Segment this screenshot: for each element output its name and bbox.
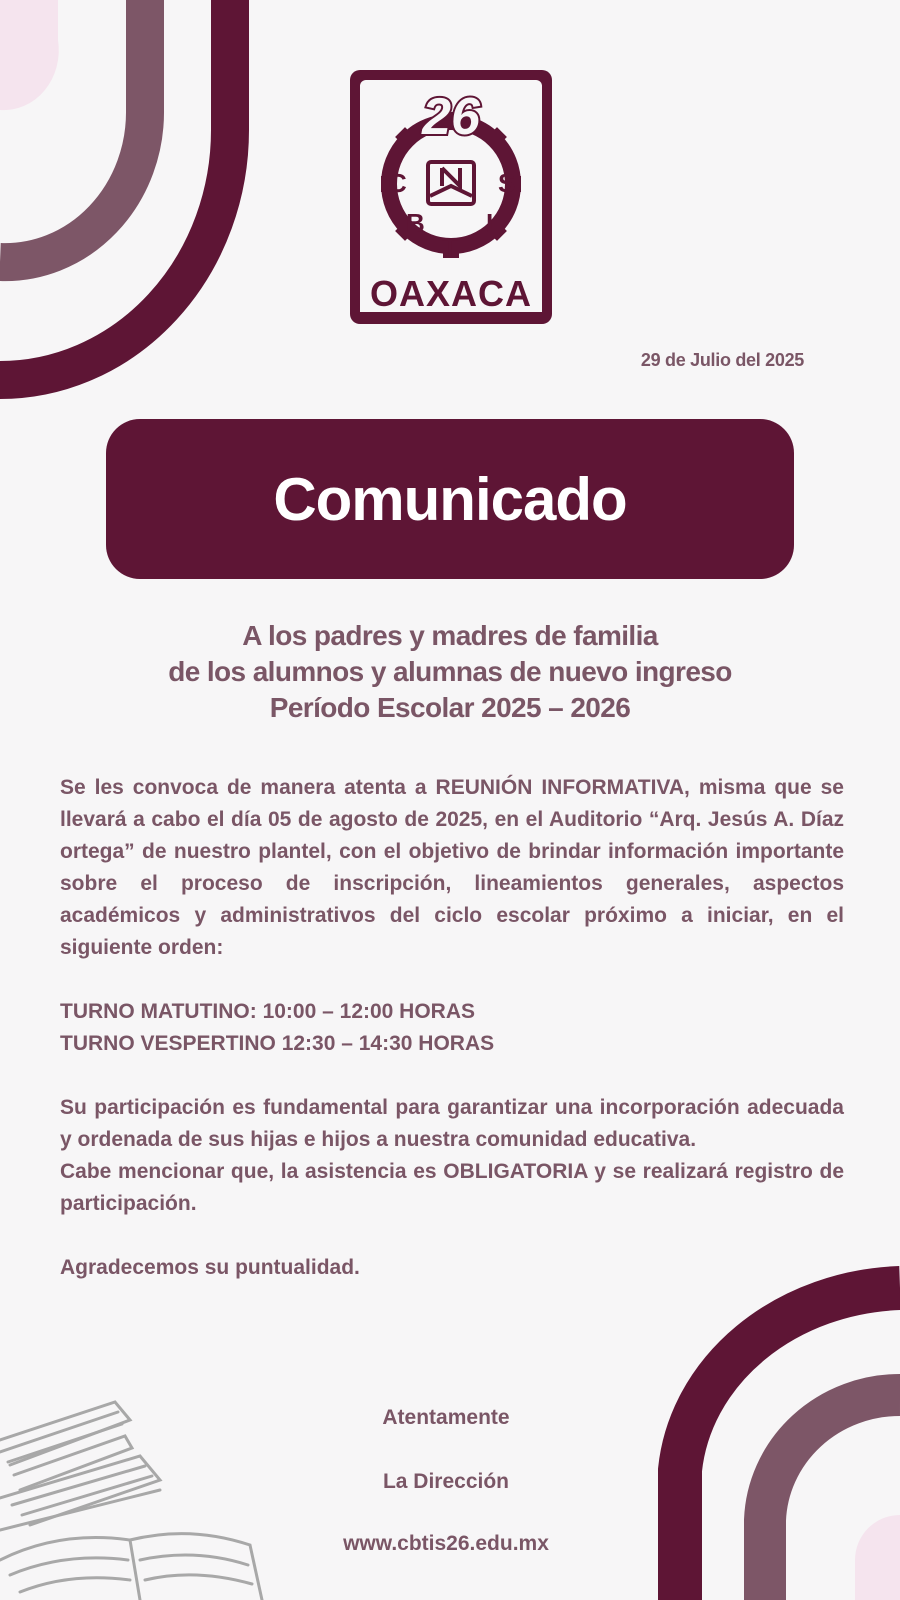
attendance-paragraph: Cabe mencionar que, la asistencia es OBLIGATORIA y se realizará registro de participación. (60, 1160, 844, 1215)
top-left-arcs (0, 0, 230, 380)
thanks-line: Agradecemos su puntualidad. (60, 1256, 360, 1279)
signature: La Dirección (382, 1470, 510, 1493)
recipients-heading (60, 618, 840, 726)
publication-date: 29 de Julio del 2025 (640, 350, 804, 370)
participation-paragraph: Su participación es fundamental para garantizar una incorporación adecuada y ordenada de sus hijas e hijos a nuestra comunidad educativa. (60, 1096, 844, 1151)
heading-line-2: de los alumnos y alumnas de nuevo ingreso (168, 656, 732, 687)
school-logo (346, 66, 556, 328)
website-link[interactable]: www.cbtis26.edu.mx (343, 1532, 549, 1555)
banner-title: Comunicado (273, 465, 627, 533)
logo-letter-b: B (406, 208, 425, 238)
logo-letter-s: S (498, 168, 516, 198)
heading-line-1: A los padres y madres de familia (242, 620, 658, 651)
logo-oaxaca-text: OAXACA (369, 273, 533, 314)
bottom-right-arcs (680, 1288, 900, 1600)
books-sketch (0, 1402, 262, 1600)
schedule-morning: TURNO MATUTINO: 10:00 – 12:00 HORAS (60, 1000, 476, 1023)
logo-number: 26 (422, 88, 480, 146)
sign-off: Atentamente (382, 1406, 510, 1429)
logo-letter-c: C (388, 168, 407, 198)
schedule-evening: TURNO VESPERTINO 12:30 – 14:30 HORAS (60, 1032, 495, 1055)
logo-letter-t: T (442, 232, 458, 262)
logo-letter-i: I (486, 208, 494, 238)
announcement-body (60, 772, 844, 1284)
heading-line-3: Período Escolar 2025 – 2026 (269, 692, 631, 723)
title-banner (106, 419, 794, 579)
convocation-paragraph: Se les convoca de manera atenta a REUNIÓN INFORMATIVA, misma que se llevará a cabo el día 05 de agosto de 2025, en el Auditorio “Arq. Jesús A. Díaz ortega” de nuestro plantel, con el objetivo de brindar información importante sobre el proceso de inscripción, lineamientos generales, aspectos académicos y administrativos del ciclo escolar próximo a iniciar, en el siguiente orden: (60, 776, 844, 959)
